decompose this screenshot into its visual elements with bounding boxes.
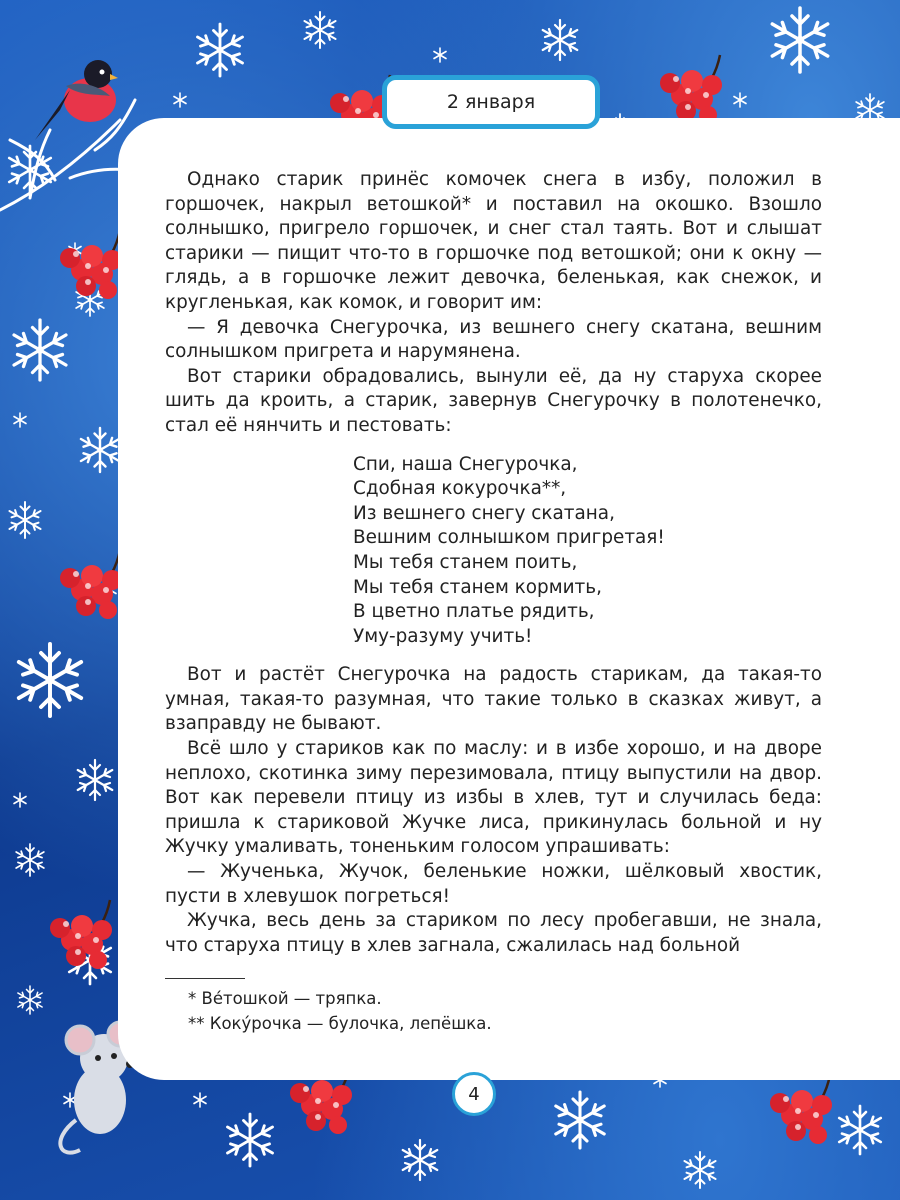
- paragraph: Вот и растёт Снегурочка на радость старикам, да такая-то умная, такая-то разумная, что такие только в сказках живут, а взаправду не бывают.: [165, 664, 822, 735]
- page-number: 4: [452, 1072, 496, 1116]
- poem-line: Вешним солнышком пригретая!: [353, 527, 665, 549]
- paragraph: Вот старики обрадовались, вынули её, да ну старуха скорее шить да кроить, а старик, завернув Снегурочку в полотенечко, стал её нянчить и пестовать:: [165, 365, 822, 436]
- footnotes: [188, 986, 492, 1036]
- bullfinch-bird: [35, 60, 118, 140]
- paragraph: — Жученька, Жучок, беленькие ножки, шёлковый хвостик, пусти в хлевушок погреться!: [165, 861, 822, 907]
- paragraph: — Я девочка Снегурочка, из вешнего снегу скатана, вешним солнышком пригрета и нарумянена.: [165, 316, 822, 363]
- poem-line: Сдобная кокурочка**,: [353, 478, 567, 500]
- poem-line: В цветно платье рядить,: [353, 601, 595, 623]
- poem-line: Из вешнего снегу скатана,: [353, 502, 615, 524]
- footnote: * Ве́тошкой — тряпка.: [188, 989, 382, 1008]
- poem-line: Мы тебя станем кормить,: [353, 576, 602, 598]
- poem-line: Спи, наша Снегурочка,: [353, 453, 578, 475]
- footnote: ** Коку́рочка — булочка, лепёшка.: [188, 1014, 492, 1033]
- paragraph: Всё шло у стариков как по маслу: и в избе хорошо, и на дворе неплохо, скотинка зиму перезимовала, птицу выпустили на двор. Вот как перевели птицу из избы в хлев, тут и случилась беда: пришла к стариковой Жучке лиса, прикинулась больной и ну Жучку умаливать, тоненьким голосом упрашивать:: [165, 738, 822, 858]
- story-text: [165, 168, 822, 958]
- date-label: 2 января: [446, 91, 536, 113]
- poem-line: Мы тебя станем поить,: [353, 551, 578, 573]
- poem: [353, 453, 822, 650]
- footnote-divider: [165, 978, 245, 979]
- poem-line: Уму-разуму учить!: [353, 625, 533, 647]
- paragraph: Однако старик принёс комочек снега в избу, положил в горшочек, накрыл ветошкой* и поставил на окошко. Взошло солнышко, пригрело горшочек, и снег стал таять. Вот и слышат старики — пищит что-то в горшочке под ветошкой; они к окну — глядь, а в горшочке лежит девочка, беленькая, как снежок, и кругленькая, как комок, и говорит им:: [165, 169, 822, 313]
- date-header: [382, 75, 600, 129]
- paragraph: Жучка, весь день за стариком по лесу пробегавши, не знала, что старуха птицу в хлев загнала, сжалилась над больной: [165, 910, 822, 956]
